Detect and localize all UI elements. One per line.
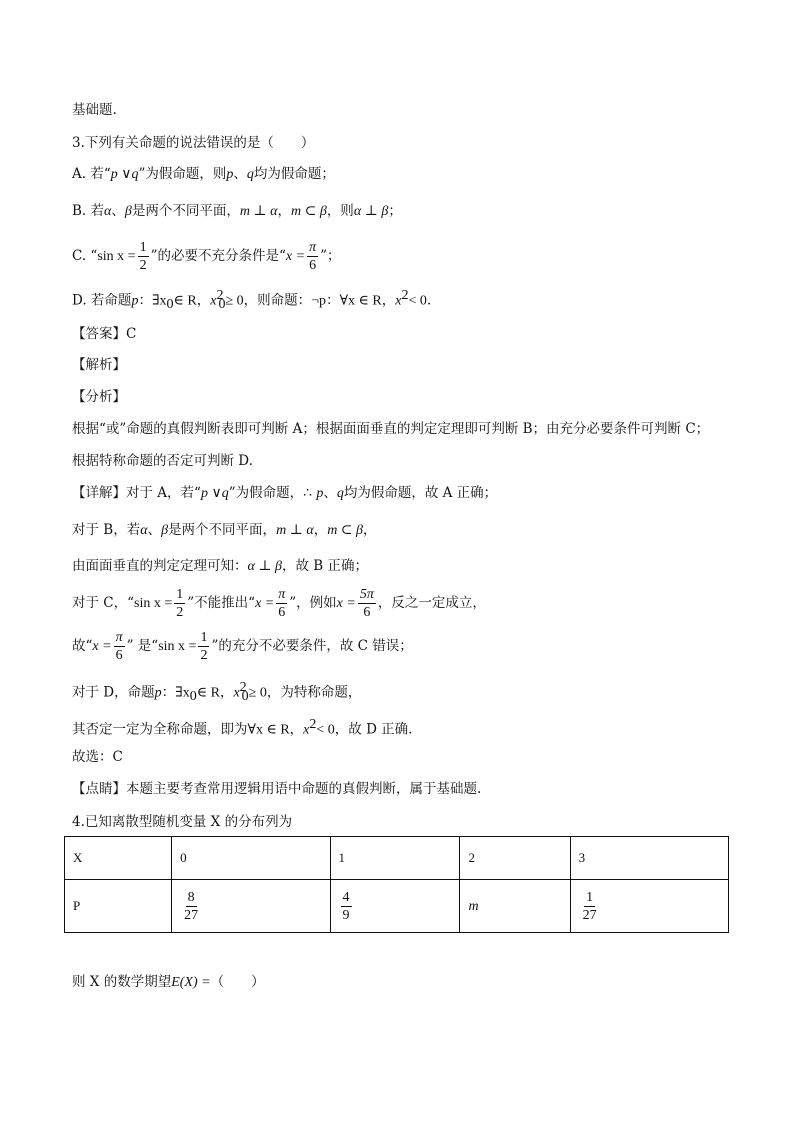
detail-c-2: [72, 628, 413, 665]
text: 由面面垂直的判定定理可知：: [72, 558, 248, 574]
text: ”；: [320, 248, 341, 264]
math: x: [233, 685, 240, 701]
math: x: [303, 722, 310, 738]
text: ，: [313, 522, 328, 538]
table-cell: [172, 880, 330, 933]
text: 、: [233, 166, 247, 182]
math: ≥ 0: [248, 685, 267, 701]
math: p: [316, 486, 324, 501]
math: ∃x: [151, 293, 167, 309]
math: q: [336, 486, 344, 501]
fraction: [138, 239, 149, 274]
text: ，: [219, 684, 234, 701]
math: ∴: [303, 486, 313, 501]
fraction-denominator: 2: [139, 258, 147, 273]
text: ，: [277, 203, 291, 219]
detail-a: [72, 483, 497, 504]
text: ，反之一定成立，: [377, 595, 486, 611]
math: ∀x ∈ R: [247, 722, 290, 738]
fraction: [276, 586, 287, 621]
math: x =: [255, 596, 275, 611]
fraction-numerator: π: [309, 240, 317, 255]
text: ，: [363, 522, 377, 538]
math: p: [154, 685, 162, 701]
text: ” 是“: [126, 638, 159, 654]
text: .: [426, 292, 432, 309]
math: p ∨q: [200, 486, 229, 501]
math: < 0: [316, 722, 335, 738]
fraction-denominator: 2: [200, 648, 208, 663]
text: ：: [161, 684, 176, 701]
math: x: [395, 293, 402, 309]
math: m ⊂ β: [327, 523, 364, 538]
fraction-numerator: 1: [586, 889, 594, 905]
text: 是两个不同平面，: [168, 522, 277, 538]
math: sin x =: [134, 596, 173, 611]
fraction: [174, 586, 185, 621]
math: x =: [336, 596, 356, 611]
fraction-numerator: 5π: [359, 587, 374, 602]
fraction-numerator: π: [278, 587, 286, 602]
table-cell: [460, 880, 570, 933]
text: ，故 D 正确.: [334, 721, 413, 738]
subscript: 0: [189, 689, 197, 705]
fenxi-line-1: 根据“或”命题的真假判断表即可判断 A；根据面面垂直的判定定理即可判断 B；由充分必要条件可判断 C；: [72, 421, 710, 437]
fraction-numerator: 1: [176, 587, 184, 602]
detail-d-1: [72, 678, 361, 707]
detail-b-1: [72, 520, 377, 541]
table-cell: [330, 880, 460, 933]
text: 对于 D，命题: [72, 684, 155, 701]
q3-option-d: [72, 286, 431, 315]
table-cell: [570, 880, 728, 933]
math: m ⊂ β: [290, 204, 327, 219]
text: 其否定一定为全称命题，即为: [72, 721, 248, 738]
dianjing: [72, 779, 481, 799]
text: D. 若命题: [72, 292, 132, 309]
text: 均为假命题；: [253, 166, 335, 182]
q3-answer: [72, 324, 136, 344]
fenxi-label: 【分析】: [72, 389, 126, 405]
table-cell: P: [65, 880, 172, 933]
fraction: [341, 889, 352, 924]
math: m ⊥ α: [239, 204, 278, 219]
fraction: [114, 629, 125, 664]
detail-c-1: [72, 585, 486, 622]
fraction-numerator: 4: [342, 889, 350, 905]
q3-option-c: [72, 238, 340, 275]
text: ”的充分不必要条件，故 C 错误；: [211, 638, 413, 654]
text: ”为假命题，则: [138, 166, 227, 182]
math: x =: [92, 639, 112, 654]
distribution-table: [64, 836, 729, 933]
math: ∈ R: [196, 685, 220, 701]
text: 对于 B，若: [72, 522, 141, 538]
q3-option-b: [72, 201, 402, 222]
subscript: 0: [218, 297, 226, 313]
text: 本题主要考查常用逻辑用语中命题的真假判断，属于基础题.: [126, 781, 482, 797]
text: 、: [323, 485, 337, 501]
math: ∈ R: [173, 293, 197, 309]
math: ¬p: [311, 293, 327, 309]
detail-b-2: [72, 556, 368, 577]
text: ，则命题：: [243, 292, 312, 309]
conclusion: 故选：C: [72, 749, 123, 765]
text: ”为假命题，: [228, 485, 304, 501]
subscript: 0: [241, 689, 249, 705]
math: m ⊥ α: [276, 523, 314, 538]
math: x: [210, 293, 217, 309]
math: E(X) =: [171, 975, 211, 990]
text: ，则: [326, 203, 354, 219]
dianjing-label: 【点睛】: [72, 781, 126, 797]
math: ≥ 0: [225, 293, 244, 309]
fraction-denominator: 27: [582, 907, 597, 923]
fraction: [198, 629, 209, 664]
math: α: [140, 523, 148, 538]
text: 故“: [72, 638, 93, 654]
math: β: [124, 204, 132, 219]
math: p ∨q: [110, 167, 139, 182]
math: α: [104, 204, 112, 219]
table-cell: 2: [460, 837, 570, 880]
table-cell: 0: [172, 837, 330, 880]
math: q: [246, 167, 254, 182]
math: ∀x ∈ R: [339, 293, 382, 309]
math: sin x =: [158, 639, 197, 654]
superscript: 2: [401, 288, 409, 303]
answer-label: 【答案】: [72, 326, 126, 342]
table-row: [65, 837, 729, 880]
superscript: 2: [216, 288, 224, 303]
fraction-numerator: 1: [200, 630, 208, 645]
text: 、: [147, 522, 162, 538]
fraction-numerator: 8: [187, 889, 195, 905]
math: m: [468, 898, 479, 914]
text: ，: [381, 292, 396, 309]
detail-d-2: [72, 715, 412, 741]
fraction-denominator: 6: [115, 648, 123, 663]
text: 均为假命题，故 A 正确；: [343, 485, 498, 501]
fraction-denominator: 9: [342, 907, 350, 923]
text: 对于 A，若“: [126, 485, 201, 501]
text: ”的必要不充分条件是“: [150, 248, 286, 264]
text: 则 X 的数学期望: [72, 974, 172, 990]
math: sin x =: [97, 249, 136, 264]
text: B. 若: [72, 203, 105, 219]
text: 对于 C，“: [72, 595, 135, 611]
fraction-denominator: 2: [176, 605, 184, 620]
text: ：: [138, 292, 152, 309]
fraction: [581, 889, 599, 924]
text: ，: [196, 292, 211, 309]
subscript: 0: [166, 297, 174, 313]
table-row: [65, 880, 729, 933]
table-cell: 1: [330, 837, 460, 880]
text: ；: [388, 203, 402, 219]
superscript: 2: [239, 680, 247, 695]
math: p: [131, 293, 139, 309]
prev-tail: 基础题.: [72, 102, 117, 118]
q3-stem: 3.下列有关命题的说法错误的是（ ）: [72, 135, 315, 151]
superscript: 2: [309, 717, 317, 732]
q4-stem: 4.已知离散型随机变量 X 的分布列为: [72, 814, 293, 830]
math: β: [161, 523, 169, 538]
text: 、: [111, 203, 125, 219]
jiexi-label: 【解析】: [72, 357, 126, 373]
text: （ ）: [210, 974, 265, 990]
table-cell: X: [65, 837, 172, 880]
fraction-numerator: 1: [139, 240, 147, 255]
q3-option-a: [72, 164, 335, 185]
fraction-denominator: 27: [184, 907, 199, 923]
math: α ⊥ β: [353, 204, 389, 219]
fraction-denominator: 6: [278, 605, 286, 620]
math: x =: [285, 249, 306, 264]
text: ”，例如: [289, 595, 337, 611]
text: A. 若“: [72, 166, 111, 182]
q4-ask: [72, 972, 265, 993]
fraction-denominator: 6: [363, 605, 371, 620]
table-cell: 3: [570, 837, 728, 880]
math: ∃x: [175, 685, 190, 701]
text: ，故 B 正确；: [282, 558, 369, 574]
text: ，为特称命题，: [266, 684, 362, 701]
fraction: [358, 586, 376, 621]
text: C. “: [72, 248, 98, 264]
fraction: [307, 239, 318, 274]
fraction-denominator: 6: [309, 258, 317, 273]
math: α ⊥ β: [247, 559, 282, 574]
text: ：: [326, 292, 340, 309]
text: ，: [289, 721, 304, 738]
text: 是两个不同平面，: [131, 203, 240, 219]
detail-label: 【详解】: [72, 485, 126, 501]
text: ”不能推出“: [187, 595, 256, 611]
math: p: [226, 167, 234, 182]
math: < 0: [408, 293, 427, 309]
fenxi-line-2: 根据特称命题的否定可判断 D.: [72, 453, 253, 469]
fraction: [182, 889, 200, 924]
answer-value: C: [126, 326, 137, 342]
fraction-numerator: π: [115, 630, 123, 645]
